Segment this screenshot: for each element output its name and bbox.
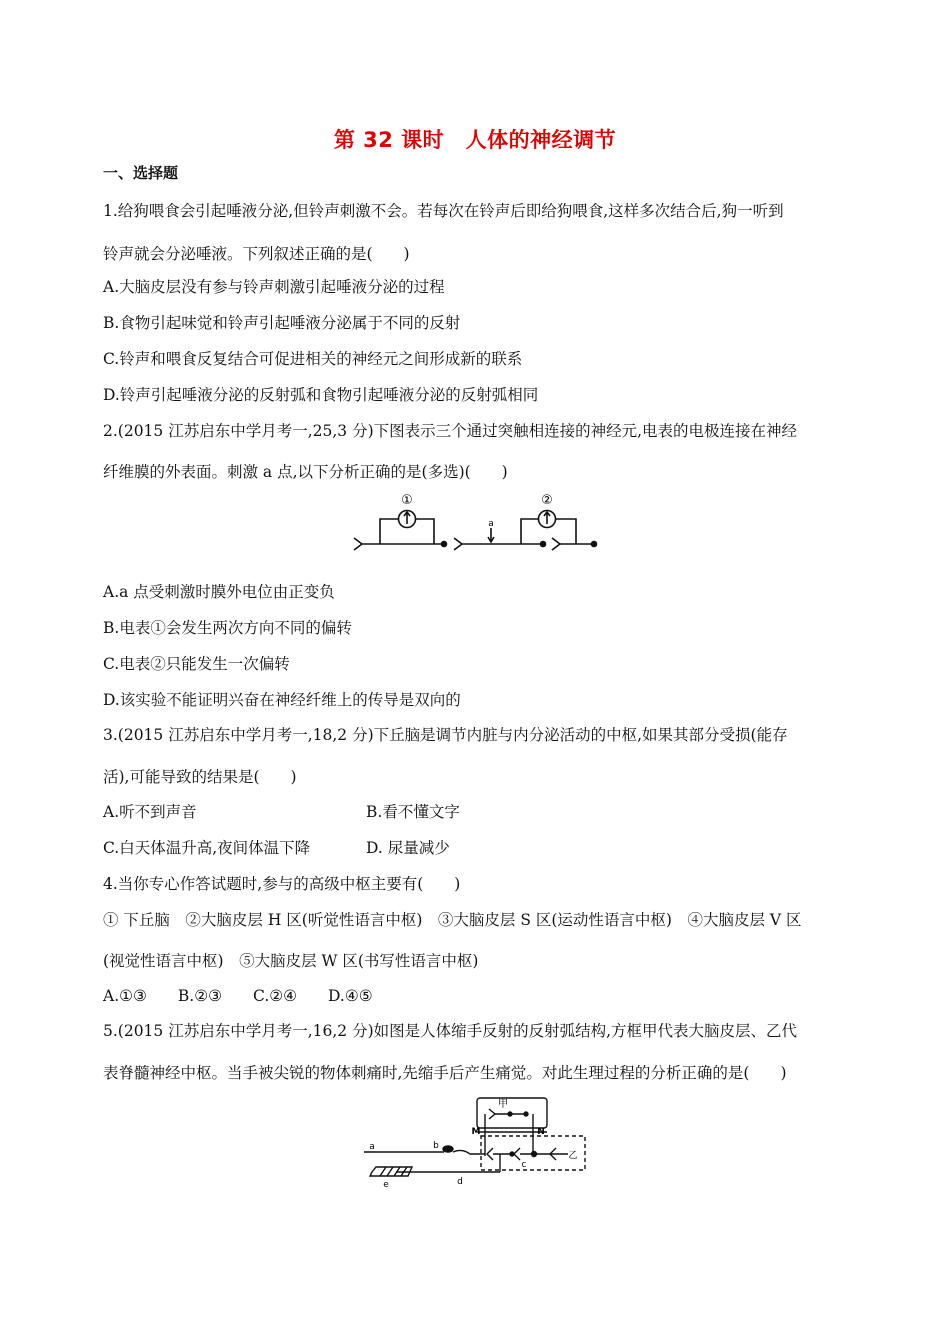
label-jia: 甲 xyxy=(498,1099,508,1110)
q2-stem-line2: 纤维膜的外表面。刺激 a 点,以下分析正确的是(多选)( ) xyxy=(103,463,508,481)
q1-stem-line1: 1.给狗喂食会引起唾液分泌,但铃声刺激不会。若每次在铃声后即给狗喂食,这样多次结合后,狗一听到 xyxy=(103,202,784,220)
q2-option-b: B.电表①会发生两次方向不同的偏转 xyxy=(103,619,352,637)
q2-option-a: A.a 点受刺激时膜外电位由正变负 xyxy=(103,583,335,601)
q2-stem-line1: 2.(2015 江苏启东中学月考一,25,3 分)下图表示三个通过突触相连接的神经元,电表的电极连接在神经 xyxy=(103,422,798,440)
label-d: d xyxy=(457,1177,463,1187)
label-M: M xyxy=(471,1127,481,1137)
q1-option-c: C.铃声和喂食反复结合可促进相关的神经元之间形成新的联系 xyxy=(103,350,523,368)
label-yi: 乙 xyxy=(568,1151,578,1161)
point-a-label: a xyxy=(488,519,494,529)
label-b: b xyxy=(433,1141,439,1151)
q3-option-b: B.看不懂文字 xyxy=(366,803,460,821)
q1-option-b: B.食物引起味觉和铃声引起唾液分泌属于不同的反射 xyxy=(103,314,461,332)
q2-neuron-diagram xyxy=(350,490,600,560)
q3-stem-line2: 活),可能导致的结果是( ) xyxy=(103,768,297,786)
q1-option-a: A.大脑皮层没有参与铃声刺激引起唾液分泌的过程 xyxy=(103,278,445,296)
q3-option-c: C.白天体温升高,夜间体温下降 xyxy=(103,839,311,857)
q3-option-a: A.听不到声音 xyxy=(103,803,197,821)
q5-stem-line1: 5.(2015 江苏启东中学月考一,16,2 分)如图是人体缩手反射的反射弧结构,方框甲代表大脑皮层、乙代 xyxy=(103,1022,798,1040)
label-N: N xyxy=(537,1127,545,1137)
q1-stem-line2: 铃声就会分泌唾液。下列叙述正确的是( ) xyxy=(103,245,410,263)
q5-stem-line2: 表脊髓神经中枢。当手被尖锐的物体刺痛时,先缩手后产生痛觉。对此生理过程的分析正确的是( ) xyxy=(103,1064,787,1082)
label-c: c xyxy=(521,1160,527,1170)
q2-option-c: C.电表②只能发生一次偏转 xyxy=(103,655,290,673)
q4-options: A.①③ B.②③ C.②④ D.④⑤ xyxy=(103,987,373,1005)
q4-stem-line1: 4.当你专心作答试题时,参与的高级中枢主要有( ) xyxy=(103,875,461,893)
label-a: a xyxy=(369,1142,375,1152)
q3-option-d: D. 尿量减少 xyxy=(366,839,450,857)
meter-2-label: ② xyxy=(541,493,553,508)
q4-stem-line3: (视觉性语言中枢) ⑤大脑皮层 W 区(书写性语言中枢) xyxy=(103,952,479,970)
q2-option-d: D.该实验不能证明兴奋在神经纤维上的传导是双向的 xyxy=(103,691,461,709)
q3-stem-line1: 3.(2015 江苏启东中学月考一,18,2 分)下丘脑是调节内脏与内分泌活动的中枢,如果其部分受损(能存 xyxy=(103,726,788,744)
section-heading: 一、选择题 xyxy=(103,164,179,182)
q5-reflex-arc-diagram xyxy=(360,1092,600,1190)
meter-1-label: ① xyxy=(401,493,413,508)
label-e: e xyxy=(383,1180,389,1190)
page-title: 第 32 课时 人体的神经调节 xyxy=(333,128,617,152)
q4-stem-line2: ① 下丘脑 ②大脑皮层 H 区(听觉性语言中枢) ③大脑皮层 S 区(运动性语言中枢) ④大脑皮层 V 区 xyxy=(103,911,802,929)
q1-option-d: D.铃声引起唾液分泌的反射弧和食物引起唾液分泌的反射弧相同 xyxy=(103,386,539,404)
